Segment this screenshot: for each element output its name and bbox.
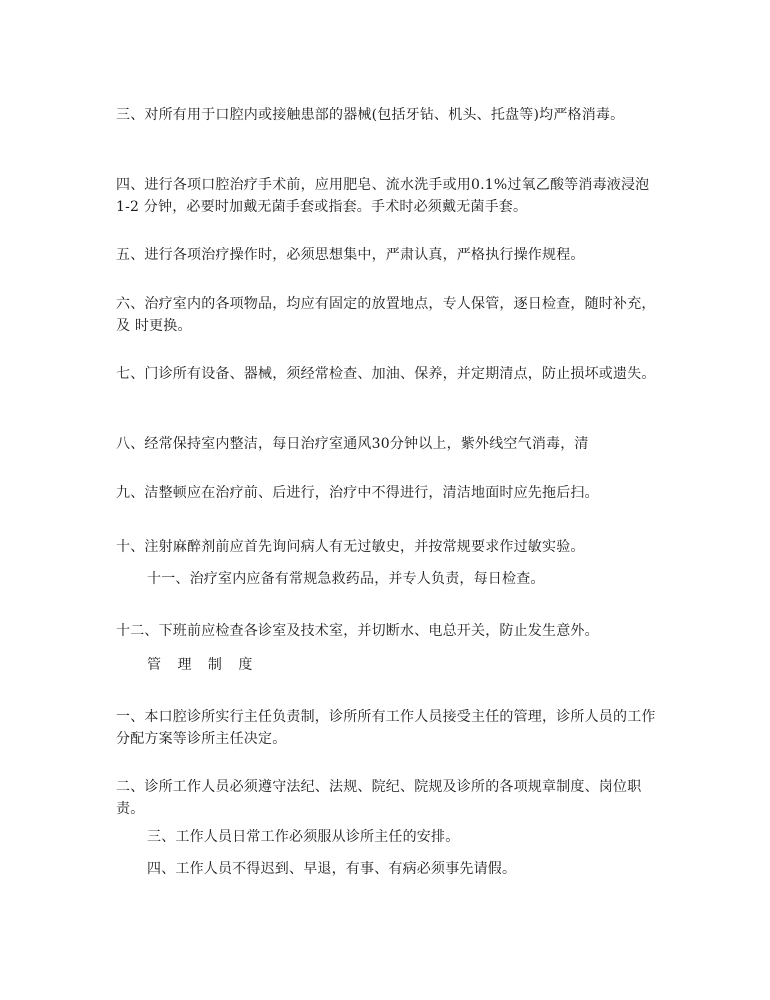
paragraph-anesthesia-allergy: 十、注射麻醉剂前应首先询问病人有无过敏史，并按常规要求作过敏实验。	[116, 539, 585, 555]
paragraph-attendance: 四、工作人员不得迟到、早退，有事、有病必须事先请假。	[147, 861, 517, 877]
paragraph-focus-operation: 五、进行各项治疗操作时，必须思想集中，严肃认真，严格执行操作规程。	[116, 247, 585, 263]
paragraph-equipment-check: 七、门诊所有设备、器械，须经常检查、加油、保养，并定期清点，防止损坏或遗失。	[116, 366, 656, 382]
paragraph-cleaning-timing: 九、洁整顿应在治疗前、后进行，治疗中不得进行，清洁地面时应先拖后扫。	[116, 485, 599, 501]
paragraph-disinfect-instruments: 三、对所有用于口腔内或接触患部的器械(包括牙钻、机头、托盘等)均严格消毒。	[116, 107, 625, 123]
paragraph-room-cleanliness: 八、经常保持室内整洁，每日治疗室通风30分钟以上，紫外线空气消毒，清	[116, 436, 589, 452]
paragraph-rules-compliance: 二、诊所工作人员必须遵守法纪、法规、院纪、院规及诊所的各项规章制度、岗位职责。	[116, 779, 642, 817]
paragraph-obey-arrangements: 三、工作人员日常工作必须服从诊所主任的安排。	[147, 829, 460, 845]
section-heading-management: 管 理 制 度	[147, 657, 259, 673]
paragraph-shutdown-check: 十二、下班前应检查各诊室及技术室，并切断水、电总开关，防止发生意外。	[116, 623, 599, 639]
paragraph-emergency-drugs: 十一、治疗室内应备有常规急救药品，并专人负责，每日检查。	[147, 571, 545, 587]
paragraph-hand-washing: 四、进行各项口腔治疗手术前，应用肥皂、流水洗手或用0.1%过氧乙酸等消毒液浸泡1-2 分钟，必要时加戴无菌手套或指套。手术时必须戴无菌手套。	[116, 177, 650, 215]
paragraph-item-storage: 六、治疗室内的各项物品，均应有固定的放置地点，专人保管，逐日检查，随时补充，及 时更换。	[116, 296, 656, 334]
paragraph-director-responsibility: 一、本口腔诊所实行主任负责制，诊所所有工作人员接受主任的管理，诊所人员的工作分配方案等诊所主任决定。	[116, 709, 656, 747]
